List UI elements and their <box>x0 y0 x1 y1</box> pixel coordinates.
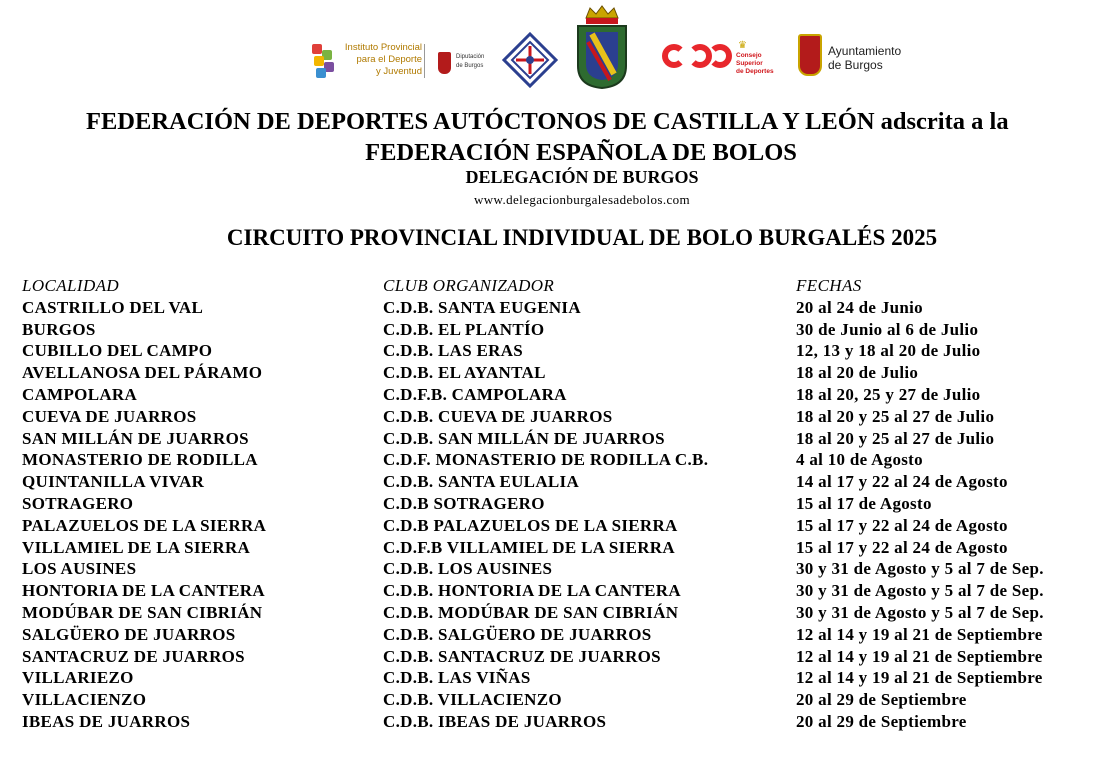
csd-letter-c-icon <box>662 44 686 68</box>
ayuntamiento-text-line: Ayuntamiento <box>828 44 902 58</box>
logo-divider <box>424 44 425 78</box>
circuit-title: CIRCUITO PROVINCIAL INDIVIDUAL DE BOLO BURGALÉS 2025 <box>226 225 938 250</box>
cell-fecha: 30 y 31 de Agosto y 5 al 7 de Sep. <box>796 581 1044 601</box>
cell-club: C.D.B. LAS VIÑAS <box>383 668 531 688</box>
cell-localidad: VILLACIENZO <box>22 690 147 710</box>
ipdj-text-line: Instituto Provincial <box>344 42 422 53</box>
coat-of-arms-icon <box>574 4 630 90</box>
cell-club: C.D.B. IBEAS DE JUARROS <box>383 711 607 731</box>
cell-club: C.D.B. HONTORIA DE LA CANTERA <box>383 581 681 601</box>
ayuntamiento-text-line: de Burgos <box>828 58 883 72</box>
federation-heading-line1: FEDERACIÓN DE DEPORTES AUTÓCTONOS DE CASTILLA Y LEÓN adscrita a la <box>86 108 1009 135</box>
website-link[interactable]: www.delegacionburgalesadebolos.com <box>473 192 691 207</box>
cell-localidad: CAMPOLARA <box>22 384 138 404</box>
cell-localidad: SAN MILLÁN DE JUARROS <box>22 428 249 448</box>
cell-fecha: 20 al 29 de Septiembre <box>796 690 967 710</box>
cell-localidad: SANTACRUZ DE JUARROS <box>22 646 245 666</box>
cell-club: C.D.B. SANTA EUGENIA <box>383 297 581 317</box>
cell-club: C.D.F.B. CAMPOLARA <box>383 384 567 404</box>
federation-logo <box>502 32 558 88</box>
cell-localidad: VILLAMIEL DE LA SIERRA <box>22 537 251 557</box>
cell-club: C.D.B PALAZUELOS DE LA SIERRA <box>383 515 678 535</box>
cell-fecha: 30 de Junio al 6 de Julio <box>796 319 979 339</box>
ipdj-text-line: y Juventud <box>376 66 422 77</box>
cell-localidad: SALGÜERO DE JUARROS <box>22 624 236 644</box>
cell-localidad: QUINTANILLA VIVAR <box>22 472 205 492</box>
csd-text-line: de Deportes <box>736 68 774 75</box>
cell-localidad: IBEAS DE JUARROS <box>22 711 191 731</box>
csd-text-line: Consejo <box>736 52 762 59</box>
cell-fecha: 18 al 20 y 25 al 27 de Julio <box>796 428 995 448</box>
cell-localidad: HONTORIA DE LA CANTERA <box>22 581 265 601</box>
cell-club: C.D.F. MONASTERIO DE RODILLA C.B. <box>383 450 709 470</box>
federation-heading-line2: FEDERACIÓN ESPAÑOLA DE BOLOS <box>365 139 797 166</box>
sponsor-logos <box>0 4 1102 84</box>
cell-fecha: 12 al 14 y 19 al 21 de Septiembre <box>796 646 1043 666</box>
cell-fecha: 15 al 17 y 22 al 24 de Agosto <box>796 537 1008 557</box>
ipdj-text-line: para el Deporte <box>356 54 422 65</box>
cell-club: C.D.B. MODÚBAR DE SAN CIBRIÁN <box>383 602 679 622</box>
cell-fecha: 20 al 24 de Junio <box>796 297 923 317</box>
cell-fecha: 12 al 14 y 19 al 21 de Septiembre <box>796 668 1043 688</box>
ipdj-mark-icon <box>312 44 338 80</box>
csd-text-line: Superior <box>736 60 763 67</box>
diputacion-text-line: Diputación <box>456 54 485 60</box>
cell-fecha: 18 al 20 de Julio <box>796 363 919 383</box>
csd-logo <box>662 40 774 80</box>
diputacion-logo <box>438 50 494 80</box>
cell-fecha: 15 al 17 de Agosto <box>796 493 932 513</box>
cell-localidad: PALAZUELOS DE LA SIERRA <box>22 515 267 535</box>
cell-club: C.D.B. EL AYANTAL <box>383 363 546 383</box>
csd-letter-d-icon <box>708 44 732 68</box>
cell-club: C.D.F.B VILLAMIEL DE LA SIERRA <box>383 537 675 557</box>
cell-localidad: CUBILLO DEL CAMPO <box>22 341 213 361</box>
cell-localidad: MODÚBAR DE SAN CIBRIÁN <box>22 602 263 622</box>
cell-localidad: MONASTERIO DE RODILLA <box>22 450 258 470</box>
cell-localidad: LOS AUSINES <box>22 559 137 579</box>
cell-localidad: AVELLANOSA DEL PÁRAMO <box>22 363 263 383</box>
cell-localidad: BURGOS <box>22 319 96 339</box>
cell-localidad: SOTRAGERO <box>22 493 134 513</box>
cell-club: C.D.B SOTRAGERO <box>383 493 545 513</box>
cell-fecha: 30 y 31 de Agosto y 5 al 7 de Sep. <box>796 559 1044 579</box>
cell-localidad: CASTRILLO DEL VAL <box>22 297 204 317</box>
cell-club: C.D.B. VILLACIENZO <box>383 690 562 710</box>
ayuntamiento-shield-icon <box>798 34 822 76</box>
delegation-coat-of-arms <box>574 4 630 90</box>
cell-fecha: 4 al 10 de Agosto <box>796 450 923 470</box>
delegation-heading: DELEGACIÓN DE BURGOS <box>465 167 699 187</box>
cell-club: C.D.B. SALGÜERO DE JUARROS <box>383 624 652 644</box>
cell-fecha: 12 al 14 y 19 al 21 de Septiembre <box>796 624 1043 644</box>
federation-emblem-icon <box>502 32 558 88</box>
cell-fecha: 20 al 29 de Septiembre <box>796 711 967 731</box>
cell-club: C.D.B. EL PLANTÍO <box>383 319 545 339</box>
column-fechas <box>796 275 1044 733</box>
cell-club: C.D.B. CUEVA DE JUARROS <box>383 406 613 426</box>
cell-club: C.D.B. SANTACRUZ DE JUARROS <box>383 646 661 666</box>
crown-icon: ♛ <box>738 40 747 51</box>
cell-club: C.D.B. LAS ERAS <box>383 341 524 361</box>
column-header-localidad: LOCALIDAD <box>22 276 120 295</box>
cell-fecha: 30 y 31 de Agosto y 5 al 7 de Sep. <box>796 602 1044 622</box>
ayuntamiento-logo <box>798 34 928 80</box>
diputacion-shield-icon <box>438 52 451 74</box>
cell-club: C.D.B. SANTA EULALIA <box>383 472 580 492</box>
column-club-organizador <box>383 275 708 733</box>
cell-fecha: 14 al 17 y 22 al 24 de Agosto <box>796 472 1008 492</box>
ipdj-logo <box>312 42 424 86</box>
cell-localidad: CUEVA DE JUARROS <box>22 406 197 426</box>
cell-fecha: 18 al 20 y 25 al 27 de Julio <box>796 406 995 426</box>
cell-fecha: 15 al 17 y 22 al 24 de Agosto <box>796 515 1008 535</box>
cell-club: C.D.B. SAN MILLÁN DE JUARROS <box>383 428 665 448</box>
cell-localidad: VILLARIEZO <box>22 668 134 688</box>
column-header-fechas: FECHAS <box>796 276 862 295</box>
cell-club: C.D.B. LOS AUSINES <box>383 559 553 579</box>
column-header-club: CLUB ORGANIZADOR <box>383 276 555 295</box>
diputacion-text-line: de Burgos <box>456 63 484 69</box>
cell-fecha: 12, 13 y 18 al 20 de Julio <box>796 341 981 361</box>
cell-fecha: 18 al 20, 25 y 27 de Julio <box>796 384 981 404</box>
column-localidad <box>22 275 266 733</box>
